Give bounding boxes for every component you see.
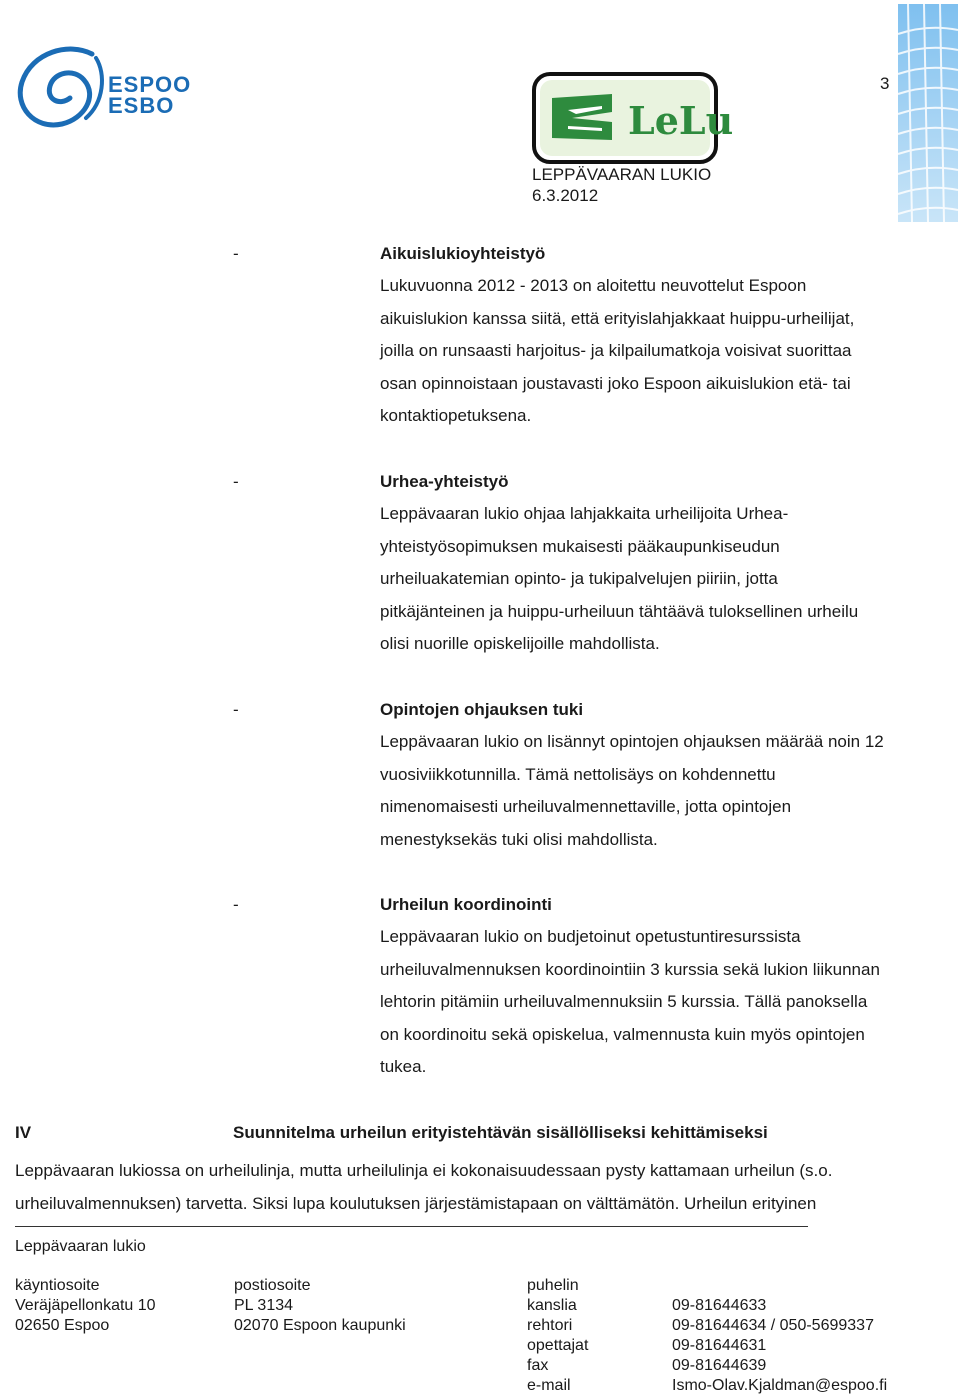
footer-divider <box>15 1226 808 1227</box>
footer-phone-value: 09-81644639 <box>672 1357 767 1374</box>
text-line: lehtorin pitämiin urheiluvalmennuksiin 5 kurssia. Tällä panoksella <box>380 992 868 1011</box>
footer-email[interactable]: Ismo-Olav.Kjaldman@espoo.fi <box>672 1377 888 1394</box>
footer-pobox: PL 3134 <box>234 1297 294 1314</box>
footer-phone-label: kanslia <box>527 1297 577 1314</box>
text-line: Leppävaaran lukiossa on urheilulinja, mutta urheilulinja ei kokonaisuudessaan pysty kattamaan urheilun (s.o. <box>15 1161 833 1180</box>
chapter-number: IV <box>15 1123 32 1142</box>
chapter-body <box>15 1155 832 1220</box>
footer-visit-address <box>15 1276 156 1336</box>
footer-phone-label: opettajat <box>527 1337 589 1354</box>
footer-city: 02650 Espoo <box>15 1317 110 1334</box>
text-line: urheiluakatemian opinto- ja tukipalvelujen piiriin, jotta <box>380 569 778 588</box>
footer-label: puhelin <box>527 1277 579 1294</box>
bullet: - <box>233 472 239 491</box>
text-line: on koordinoitu sekä opiskelua, valmennusta kuin myös opintojen <box>380 1024 865 1044</box>
lelu-logo <box>532 72 734 164</box>
footer-phone-values <box>672 1296 887 1396</box>
footer-post-address <box>234 1276 406 1336</box>
footer-school-name: Leppävaaran lukio <box>15 1238 146 1255</box>
corner-decoration <box>898 4 958 222</box>
text-line: yhteistyösopimuksen mukaisesti pääkaupunkiseudun <box>380 536 780 556</box>
text-line: Leppävaaran lukio ohjaa lahjakkaita urheilijoita Urhea- <box>380 504 789 523</box>
footer-phone-label: rehtori <box>527 1317 573 1334</box>
text-line: tukea. <box>380 1057 427 1076</box>
lelu-logo-text: LeLu <box>628 98 734 143</box>
footer-phone-value: 09-81644634 / 050-5699337 <box>672 1317 874 1334</box>
footer-phone-labels <box>527 1276 588 1396</box>
footer-label: postiosoite <box>234 1277 311 1294</box>
text-line: nimenomaisesti urheiluvalmennettaville, jotta opintojen <box>380 797 792 816</box>
espoo-swirl-icon <box>14 44 114 132</box>
text-line: vuosiviikkotunnilla. Tämä nettolisäys on kohdennettu <box>380 764 776 784</box>
text-line: Lukuvuonna 2012 - 2013 on aloitettu neuvottelut Espoon <box>380 276 807 295</box>
text-line: Leppävaaran lukio on budjetoinut opetustuntiresurssista <box>380 927 801 946</box>
page-number: 3 <box>880 74 890 93</box>
text-line: urheiluvalmennuksen koordinointiin 3 kurssia sekä lukion liikunnan <box>380 959 880 979</box>
chapter-title: Suunnitelma urheilun erityistehtävän sisällölliseksi kehittämiseksi <box>233 1123 768 1142</box>
section-body <box>380 270 950 433</box>
section-title: Opintojen ohjauksen tuki <box>380 700 584 719</box>
text-line: urheiluvalmennuksen) tarvetta. Siksi lupa koulutuksen järjestämistapaan on välttämätön. Urheilun erityinen <box>15 1193 817 1213</box>
footer-phone-label: fax <box>527 1357 549 1374</box>
section-body <box>380 921 950 1084</box>
text-line: aikuislukion kanssa siitä, että erityislahjakkaat huippu-urheilijat, <box>380 308 855 328</box>
section-body <box>380 498 950 661</box>
text-line: pitkäjänteinen ja huippu-urheiluun tähtäävä tuloksellinen urheilu <box>380 601 859 621</box>
school-name: LEPPÄVAARAN LUKIO <box>532 165 712 184</box>
document-date: 6.3.2012 <box>532 186 599 205</box>
section-title: Urheilun koordinointi <box>380 895 552 914</box>
section-title: Urhea-yhteistyö <box>380 472 509 491</box>
text-line: osan opinnoistaan joustavasti joko Espoon aikuislukion etä- tai <box>380 373 851 393</box>
text-line: menestyksekäs tuki olisi mahdollista. <box>380 829 658 849</box>
espoo-logo-text <box>108 74 191 116</box>
section-body <box>380 726 950 856</box>
text-line: Leppävaaran lukio on lisännyt opintojen ohjauksen määrää noin 12 <box>380 732 884 751</box>
bullet: - <box>233 244 239 263</box>
text-line: kontaktiopetuksena. <box>380 406 532 425</box>
section-title: Aikuislukioyhteistyö <box>380 244 546 263</box>
footer-label: käyntiosoite <box>15 1277 100 1294</box>
text-line: olisi nuorille opiskelijoille mahdollista. <box>380 634 660 653</box>
footer-city: 02070 Espoon kaupunki <box>234 1317 406 1334</box>
footer-phone-label: e-mail <box>527 1377 571 1394</box>
text-line: joilla on runsaasti harjoitus- ja kilpailumatkoja voisivat suorittaa <box>380 341 852 360</box>
espoo-logo-line2: ESBO <box>108 93 175 118</box>
bullet: - <box>233 700 239 719</box>
footer-phone-value: 09-81644633 <box>672 1297 767 1314</box>
bullet: - <box>233 895 239 914</box>
footer-phone-value: 09-81644631 <box>672 1337 767 1354</box>
footer-street: Veräjäpellonkatu 10 <box>15 1297 156 1314</box>
espoo-logo-line1: ESPOO <box>108 72 192 97</box>
